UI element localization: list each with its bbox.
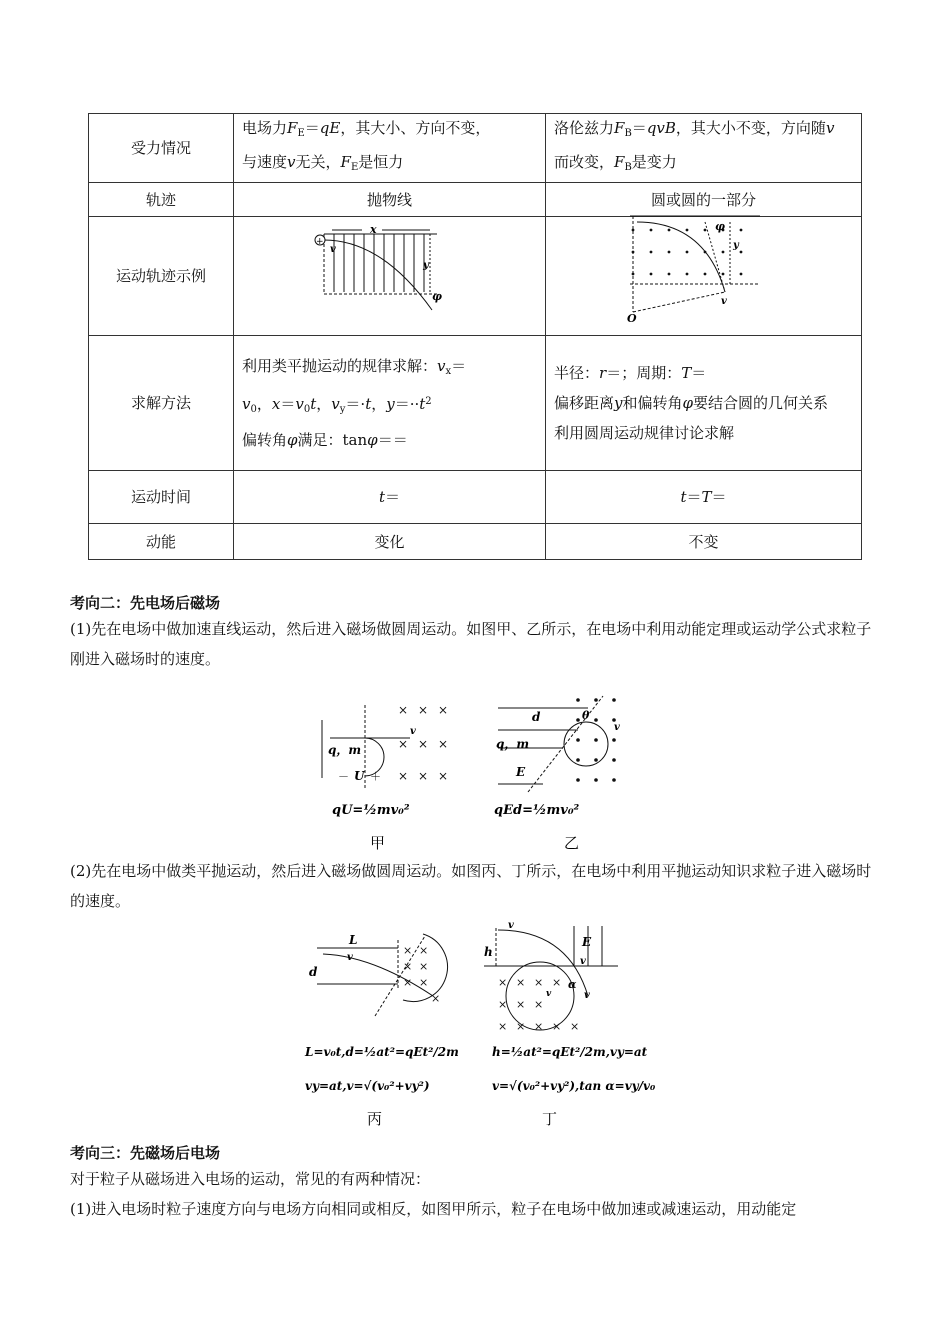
row-label: 运动时间	[89, 471, 234, 524]
svg-text:E: E	[582, 935, 592, 949]
svg-text:v=√(v₀²+vy²),tan α=vy/v₀: v=√(v₀²+vy²),tan α=vy/v₀	[492, 1079, 656, 1093]
svg-text:×: ×	[418, 737, 429, 751]
svg-text:－: －	[338, 770, 349, 783]
svg-text:φ: φ	[432, 290, 442, 303]
table-row	[89, 114, 862, 183]
svg-text:乙: 乙	[564, 834, 580, 852]
svg-text:×: ×	[516, 998, 526, 1011]
svg-text:×: ×	[398, 737, 409, 751]
table-row	[89, 471, 862, 524]
svg-text:×: ×	[516, 976, 526, 989]
svg-text:O: O	[627, 312, 637, 325]
svg-text:U: U	[354, 769, 365, 783]
table-row	[89, 524, 862, 560]
svg-text:v: v	[721, 296, 727, 307]
svg-text:v: v	[580, 956, 586, 967]
svg-text:d: d	[309, 965, 318, 979]
row-label: 求解方法	[89, 336, 234, 471]
svg-text:h: h	[484, 945, 493, 959]
parabola-trajectory-diagram	[312, 222, 452, 317]
svg-text:×: ×	[403, 976, 413, 989]
method-electric-cell: 利用类平抛运动的规律求解：$v_x=$ $v_0$，$x=v_0t$，$v_y=\cdot t$，$y=\cdot\cdot t^2$ 偏转角φ满足：tanφ＝＝	[234, 336, 546, 471]
svg-text:+: +	[316, 237, 324, 247]
svg-text:y: y	[423, 260, 429, 271]
svg-text:丁: 丁	[542, 1110, 558, 1128]
svg-text:×: ×	[419, 960, 429, 973]
svg-text:×: ×	[498, 976, 508, 989]
row-label: 动能	[89, 524, 234, 560]
force-magnetic-cell: 洛伦兹力$F_B=qvB$，其大小不变，方向随v 而改变，$F_B$是变力	[546, 114, 862, 183]
svg-text:＋: ＋	[370, 770, 381, 783]
svg-text:v: v	[330, 244, 336, 255]
row-label: 轨迹	[89, 183, 234, 217]
svg-text:甲: 甲	[370, 834, 386, 852]
svg-text:×: ×	[534, 998, 544, 1011]
circular-trajectory-diagram	[625, 212, 770, 327]
svg-text:×: ×	[398, 703, 409, 717]
svg-text:d: d	[532, 710, 541, 724]
svg-text:q，m: q，m	[496, 737, 530, 751]
time-electric: t＝	[234, 471, 546, 524]
svg-text:×: ×	[552, 976, 562, 989]
svg-text:×: ×	[438, 703, 449, 717]
row-label: 受力情况	[89, 114, 234, 183]
svg-text:×: ×	[419, 976, 429, 989]
kinetic-magnetic: 不变	[546, 524, 862, 560]
svg-text:qU=½mv₀²: qU=½mv₀²	[332, 803, 410, 818]
svg-text:×: ×	[431, 992, 441, 1005]
svg-text:×: ×	[419, 944, 429, 957]
svg-text:θ: θ	[582, 709, 590, 722]
section-3-paragraph-1: 对于粒子从磁场进入电场的运动，常见的有两种情况：	[70, 1170, 431, 1188]
svg-text:×: ×	[438, 769, 449, 783]
svg-text:h=½at²=qEt²/2m,vy=at: h=½at²=qEt²/2m,vy=at	[492, 1045, 648, 1059]
time-magnetic: t＝T＝	[546, 471, 862, 524]
svg-text:×: ×	[552, 1020, 562, 1033]
figure-yi	[488, 696, 638, 852]
svg-text:丙: 丙	[367, 1110, 383, 1128]
svg-text:v: v	[508, 920, 514, 931]
svg-text:L: L	[349, 933, 358, 947]
trajectory-magnetic: 圆或圆的一部分	[546, 183, 862, 217]
svg-text:qEd=½mv₀²: qEd=½mv₀²	[494, 803, 580, 818]
svg-text:×: ×	[534, 1020, 544, 1033]
figure-jia	[310, 700, 450, 850]
svg-text:×: ×	[498, 1020, 508, 1033]
svg-text:α: α	[568, 978, 577, 991]
svg-text:L=v₀t,d=½at²=qEt²/2m: L=v₀t,d=½at²=qEt²/2m	[305, 1045, 459, 1059]
svg-text:×: ×	[498, 998, 508, 1011]
svg-text:φ: φ	[715, 220, 725, 233]
svg-text:v: v	[410, 726, 416, 737]
figure-ding	[478, 916, 656, 1132]
method-magnetic-cell: 半径：r＝；周期：T＝ 偏移距离y和偏转角φ要结合圆的几何关系 利用圆周运动规律讨论求解	[546, 336, 862, 471]
row-label: 运动轨迹示例	[89, 217, 234, 336]
svg-text:v: v	[546, 989, 552, 999]
svg-text:v: v	[614, 722, 620, 733]
svg-text:×: ×	[516, 1020, 526, 1033]
svg-text:v: v	[584, 990, 590, 1001]
trajectory-electric: 抛物线	[234, 183, 546, 217]
table-row	[89, 336, 862, 471]
svg-text:×: ×	[418, 703, 429, 717]
svg-text:y: y	[733, 240, 739, 251]
comparison-table	[88, 113, 862, 560]
svg-text:×: ×	[403, 960, 413, 973]
svg-text:×: ×	[570, 1020, 580, 1033]
section-3-paragraph-2: (1)进入电场时粒子速度方向与电场方向相同或相反，如图甲所示，粒子在电场中做加速或减速运动，用动能定	[70, 1200, 797, 1218]
svg-text:×: ×	[418, 769, 429, 783]
kinetic-electric: 变化	[234, 524, 546, 560]
svg-text:vy=at,v=√(v₀²+vy²): vy=at,v=√(v₀²+vy²)	[305, 1079, 430, 1093]
svg-text:v: v	[347, 952, 353, 963]
svg-text:E: E	[516, 765, 526, 779]
svg-text:×: ×	[398, 769, 409, 783]
svg-text:×: ×	[403, 944, 413, 957]
section-2-paragraph-2: (2)先在电场中做类平抛运动，然后进入磁场做圆周运动。如图丙、丁所示，在电场中利用平抛运动知识求粒子进入磁场时的速度。	[70, 862, 872, 910]
section-2-paragraph-1: (1)先在电场中做加速直线运动，然后进入磁场做圆周运动。如图甲、乙所示，在电场中利用动能定理或运动学公式求粒子刚进入磁场时的速度。	[70, 620, 872, 668]
section-3-title: 考向三：先磁场后电场	[70, 1144, 221, 1162]
figure-bing	[303, 926, 459, 1132]
force-electric-cell: 电场力$F_E=qE$，其大小、方向不变， 与速度v无关，$F_E$是恒力	[234, 114, 546, 183]
svg-text:×: ×	[438, 737, 449, 751]
svg-text:q，m: q，m	[328, 743, 362, 757]
svg-text:×: ×	[534, 976, 544, 989]
svg-text:x: x	[370, 223, 377, 236]
section-2-title: 考向二：先电场后磁场	[70, 594, 221, 612]
